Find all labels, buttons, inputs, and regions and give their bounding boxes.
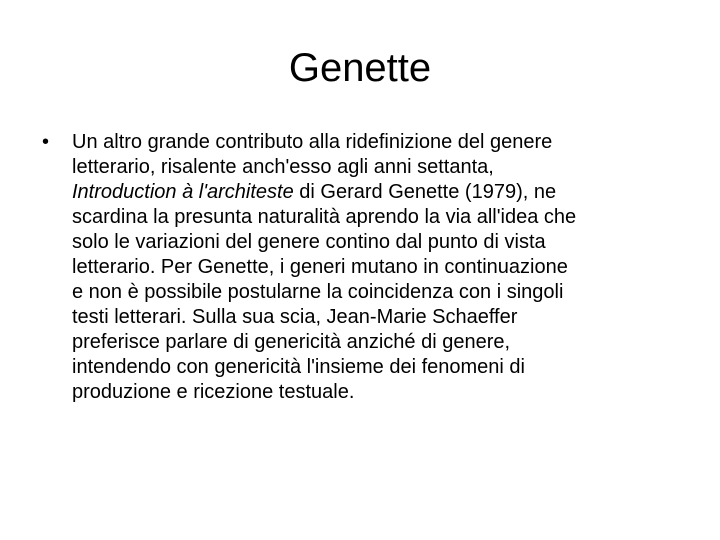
book-title: Introduction à l'architeste [72,181,294,203]
text-line-3 [72,180,692,205]
text-line-3-rest: di Gerard Genette (1979), ne [293,181,557,203]
text-line-7: e non è possibile postularne la coincidenza con i singoli [72,281,564,303]
bullet-text [72,130,692,405]
text-line-9: preferisce parlare di genericità anziché di genere, [72,331,511,353]
text-line-11: produzione e ricezione testuale. [72,381,355,403]
bullet-icon: • [42,131,50,153]
text-line-6: letterario. Per Genette, i generi mutano in continuazione [72,256,568,278]
text-line-5: solo le variazioni del genere contino dal punto di vista [72,231,546,253]
text-line-2: letterario, risalente anch'esso agli anni settanta, [72,156,494,178]
slide-title: Genette [288,46,432,90]
text-line-4: scardina la presunta naturalità aprendo la via all'idea che [72,206,577,228]
text-line-10: intendendo con genericità l'insieme dei fenomeni di [72,356,525,378]
text-line-8: testi letterari. Sulla sua scia, Jean-Marie Schaeffer [72,306,518,328]
text-line-1: Un altro grande contributo alla ridefinizione del genere [72,131,553,153]
